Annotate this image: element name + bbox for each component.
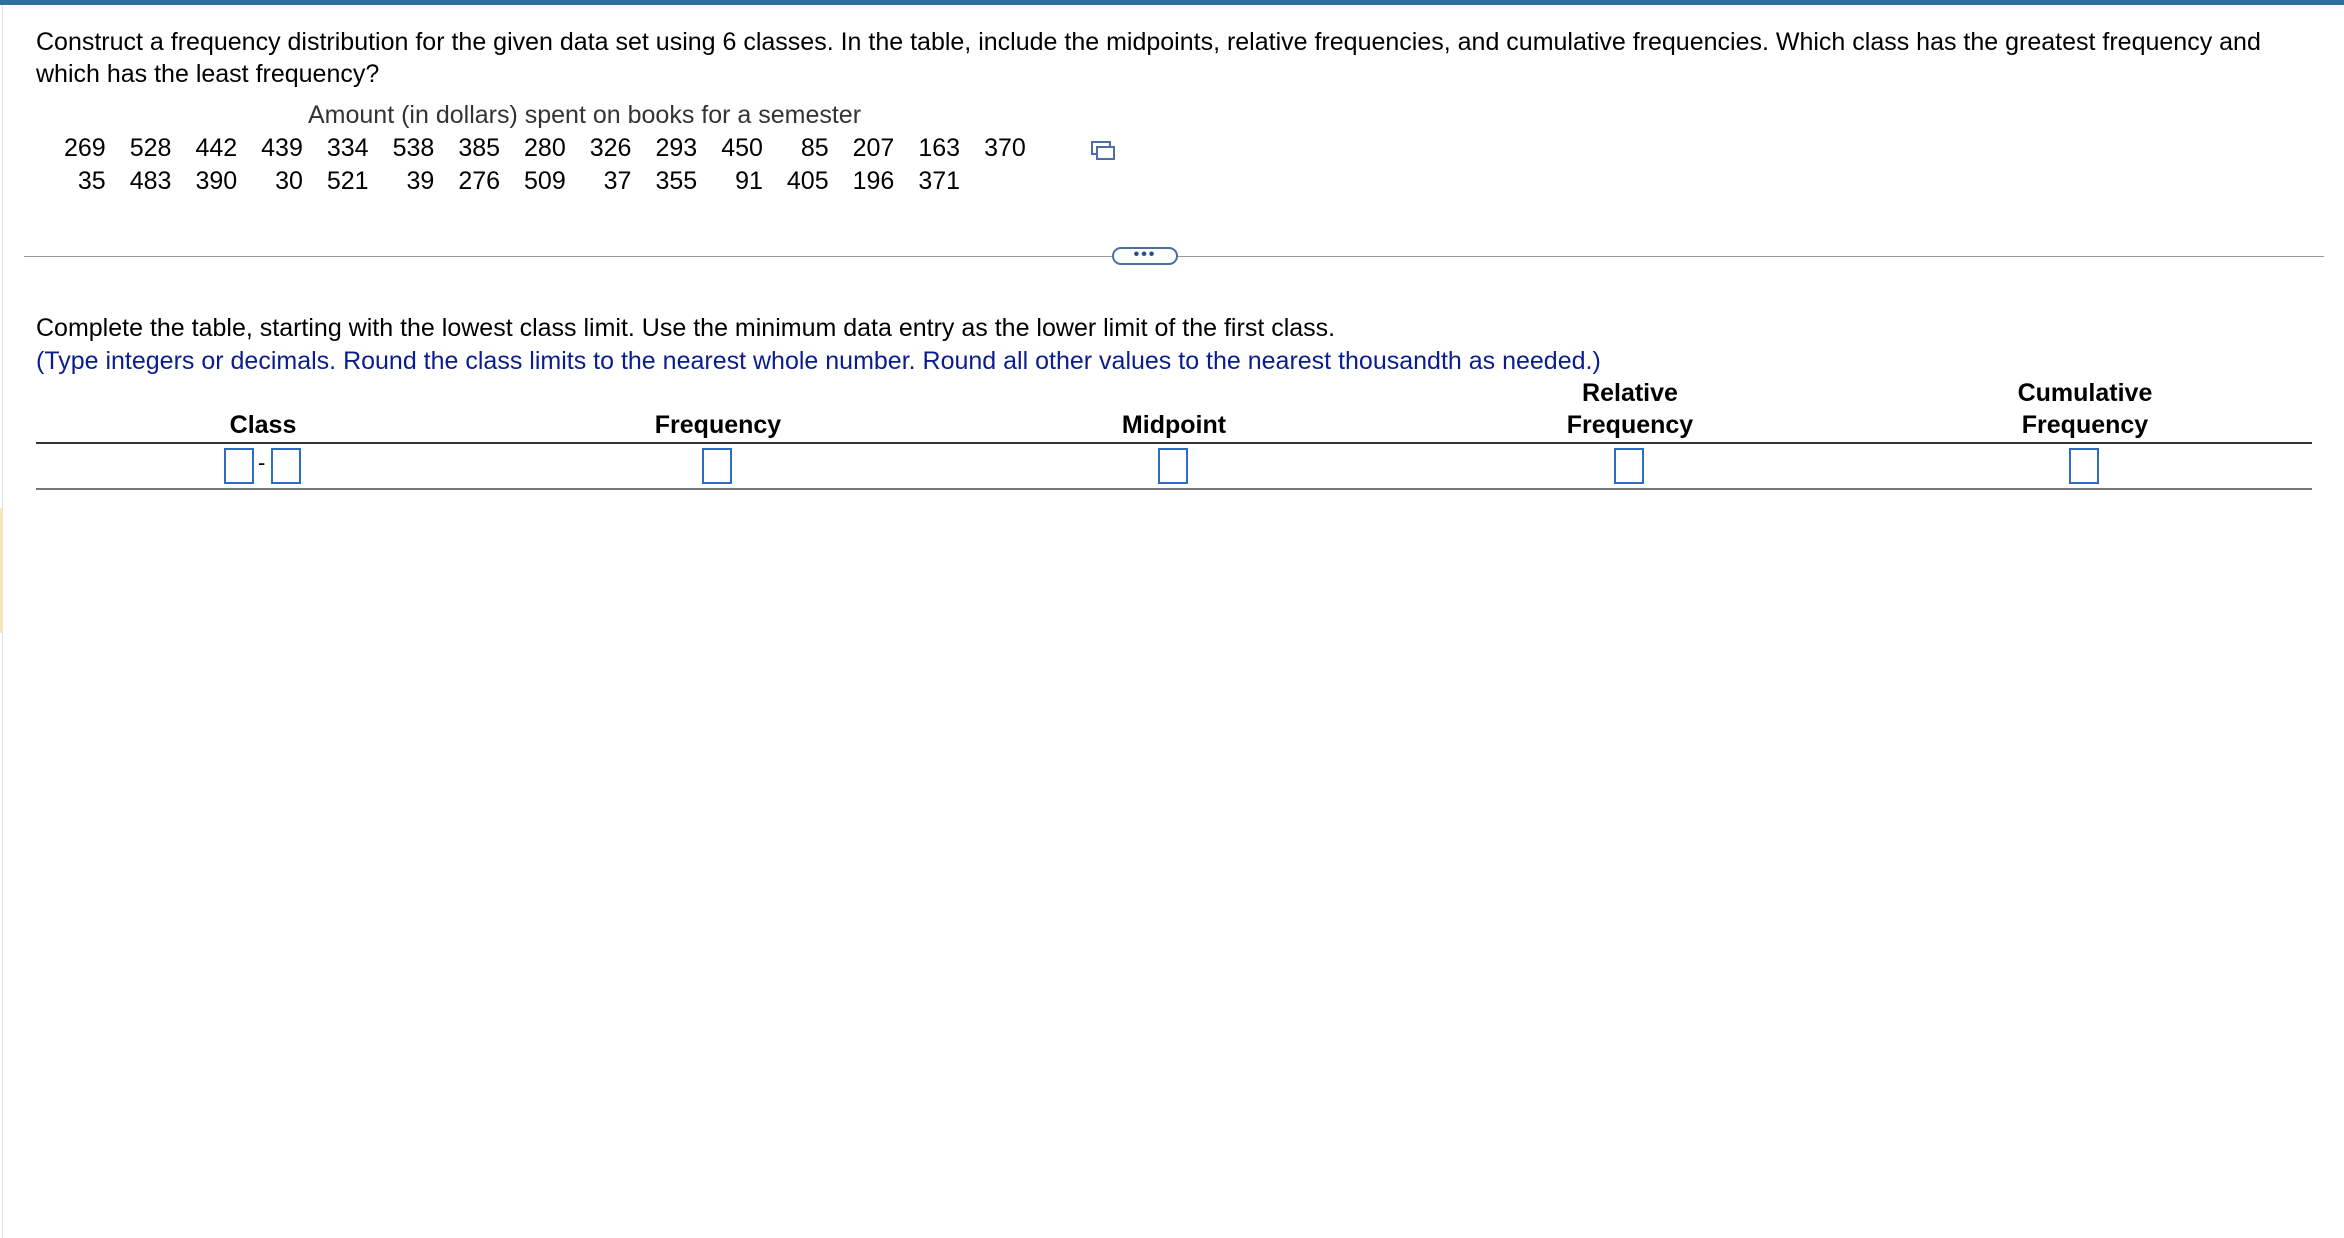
data-value: 39 (406, 167, 435, 195)
data-value: 163 (918, 134, 961, 162)
left-scroll-marker (0, 508, 3, 633)
data-value: 371 (918, 167, 961, 195)
header-line: Relative (1582, 379, 1678, 407)
column-header-relative-frequency (1480, 377, 1780, 441)
data-value: 439 (261, 134, 303, 162)
data-value: 355 (655, 167, 698, 195)
data-value: 521 (326, 167, 369, 195)
class-separator: - (258, 450, 266, 475)
data-value: 370 (984, 134, 1026, 162)
data-value: 280 (524, 134, 566, 162)
data-value: 442 (195, 134, 238, 162)
data-value: 390 (195, 167, 238, 195)
data-value: 85 (800, 134, 829, 162)
data-value: 509 (524, 167, 566, 195)
data-row (52, 165, 1038, 198)
data-value: 35 (77, 167, 106, 195)
header-line: Cumulative (2017, 379, 2153, 407)
class-upper-limit-input[interactable] (271, 448, 301, 484)
data-value: 91 (735, 167, 763, 195)
top-accent-bar (0, 0, 2344, 5)
copy-icon[interactable] (1090, 140, 1116, 162)
header-line: Frequency (2021, 411, 2149, 439)
data-value: 207 (852, 134, 895, 162)
instruction-text: Complete the table, starting with the lowest class limit. Use the minimum data entry as the lower limit of the first class. (36, 314, 1336, 342)
data-value: 405 (786, 167, 829, 195)
frequency-input[interactable] (702, 448, 732, 484)
column-header-frequency: Frequency (654, 411, 782, 439)
class-lower-limit-input[interactable] (224, 448, 254, 484)
column-header-midpoint: Midpoint (1121, 411, 1227, 439)
column-header-class: Class (229, 411, 297, 439)
column-header-cumulative-frequency (1935, 377, 2235, 441)
data-row (52, 132, 1038, 165)
cumulative-frequency-input[interactable] (2069, 448, 2099, 484)
header-line: Frequency (1566, 411, 1694, 439)
data-value: 293 (655, 134, 698, 162)
copy-icon-graphic (1090, 140, 1116, 162)
data-value: 30 (275, 167, 303, 195)
data-value: 276 (458, 167, 501, 195)
rounding-hint: (Type integers or decimals. Round the class limits to the nearest whole number. Round all other values to the nearest thousandth as needed.) (36, 347, 1601, 375)
data-value: 334 (326, 134, 369, 162)
table-bottom-rule (36, 488, 2312, 490)
data-value: 37 (603, 167, 632, 195)
data-value: 269 (64, 134, 106, 162)
midpoint-input[interactable] (1158, 448, 1188, 484)
data-value: 538 (392, 134, 435, 162)
show-more-button[interactable]: ••• (1112, 247, 1178, 265)
data-set-title: Amount (in dollars) spent on books for a semester (308, 101, 862, 129)
relative-frequency-input[interactable] (1614, 448, 1644, 484)
question-text: Construct a frequency distribution for the given data set using 6 classes. In the table, include the midpoints, relative frequencies, and cumulative frequencies. Which class has the greatest frequency and which has the least frequency? (36, 28, 2261, 88)
data-value: 326 (589, 134, 632, 162)
data-value: 528 (129, 134, 172, 162)
data-value: 196 (852, 167, 895, 195)
data-value: 483 (129, 167, 172, 195)
table-header-rule (36, 442, 2312, 444)
data-value: 385 (458, 134, 501, 162)
data-set-table (52, 132, 1038, 198)
data-value: 450 (721, 134, 763, 162)
